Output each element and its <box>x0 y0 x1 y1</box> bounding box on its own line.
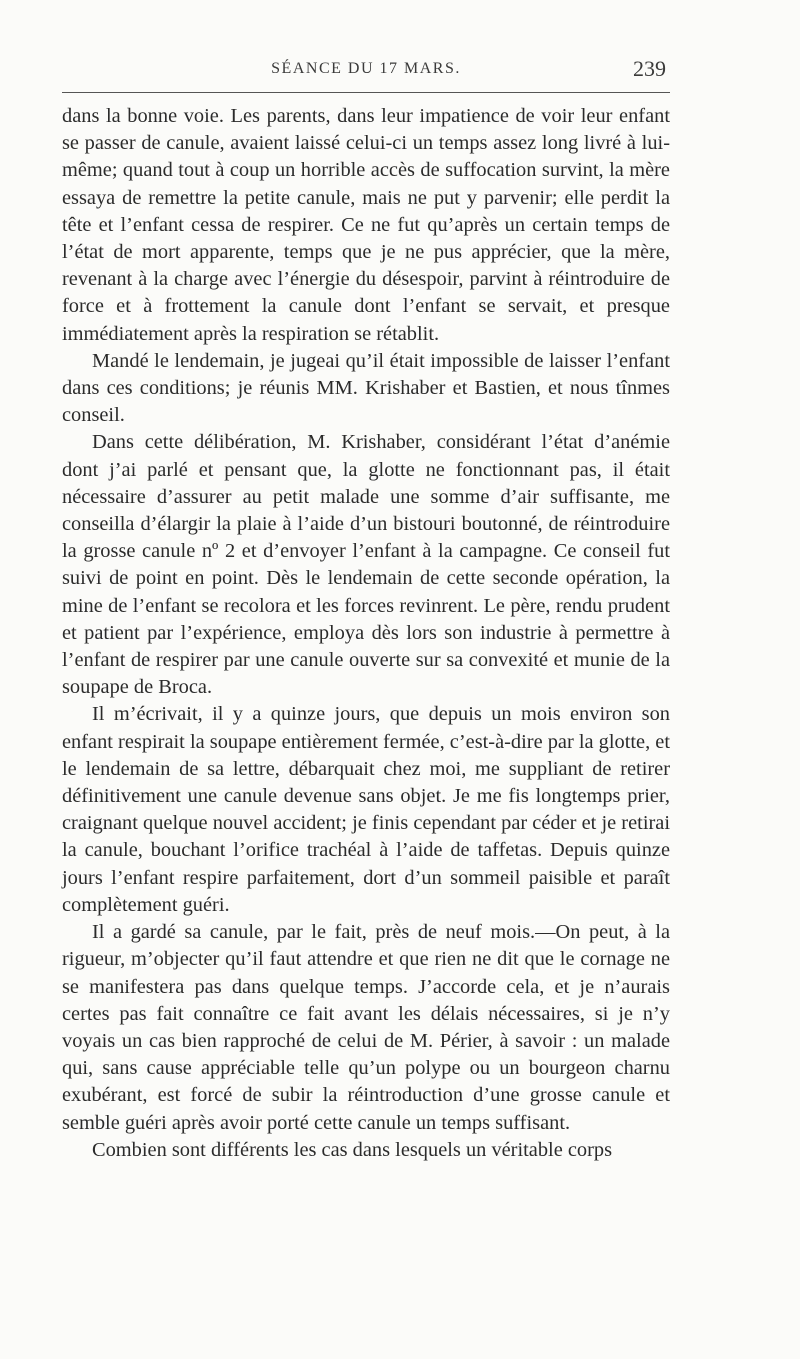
paragraph-4: Il m’écrivait, il y a quinze jours, que depuis un mois environ son enfant respirait la soupape entièrement fermée, c’est-à-dire par la glotte, et le lendemain de sa lettre, débarquait chez moi, me suppliant de retirer définitivement une canule devenue sans objet. Je me fis longtemps prier, craignant quelque nouvel accident; je finis cependant par céder et je retirai la canule, bouchant l’orifice trachéal à l’aide de taffetas. Depuis quinze jours l’enfant respire parfaitement, dort d’un sommeil paisible et paraît complètement guéri. <box>62 703 671 916</box>
paragraph-1: dans la bonne voie. Les parents, dans leur impatience de voir leur enfant se passer de canule, avaient laissé celui-ci un temps assez long livré à lui-même; quand tout à coup un horrible accès de suffocation survint, la mère essaya de remettre la petite canule, mais ne put y parvenir; elle perdit la tête et l’enfant cessa de respirer. Ce ne fut qu’après un certain temps de l’état de mort apparente, temps que je ne pus apprécier, que la mère, revenant à la charge avec l’énergie du désespoir, parvint à réintroduire de force et à frottement la canule dont l’enfant se servait, et presque immédiatement après la respiration se rétablit. <box>62 105 670 345</box>
paragraph-2: Mandé le lendemain, je jugeai qu’il était impossible de laisser l’enfant dans ces conditions; je réunis MM. Krishaber et Bastien, et nous tînmes conseil. <box>62 349 670 427</box>
body-text <box>62 103 670 1164</box>
paragraph-5: Il a gardé sa canule, par le fait, près de neuf mois.—On peut, à la rigueur, m’objecter qu’il faut attendre et que rien ne dit que le cornage ne se manifestera pas dans quelque temps. J’accorde cela, et je n’aurais certes pas fait connaître ce fait avant les délais nécessaires, si je n’y voyais un cas bien rapproché de celui de M. Périer, à savoir : un malade qui, sans cause appréciable telle qu’un polype ou un bourgeon charnu exubérant, est forcé de subir la réintroduction d’une grosse canule et semble guéri après avoir porté cette canule un temps suffisant. <box>62 921 670 1134</box>
paragraph-6: Combien sont différents les cas dans lesquels un véritable corps <box>92 1138 613 1161</box>
paragraph-3: Dans cette délibération, M. Krishaber, considérant l’état d’anémie dont j’ai parlé et pensant que, la glotte ne fonctionnant pas, il était nécessaire d’assurer au petit malade une somme d’air suffisante, me conseilla d’élargir la plaie à l’aide d’un bistouri boutonné, de réintroduire la grosse canule nº 2 et d’envoyer l’enfant à la campagne. Ce conseil fut suivi de point en point. Dès le lendemain de cette seconde opération, la mine de l’enfant se recolora et les forces revinrent. Le père, rendu prudent et patient par l’expérience, employa dès lors son industrie à permettre à l’enfant de respirer par une canule ouverte sur sa convexité et munie de la soupape de Broca. <box>62 431 670 699</box>
running-head <box>62 52 670 92</box>
running-title: SÉANCE DU 17 MARS. <box>271 60 461 77</box>
book-page <box>62 52 670 1164</box>
header-rule <box>62 92 670 93</box>
page-number: 239 <box>633 56 666 81</box>
